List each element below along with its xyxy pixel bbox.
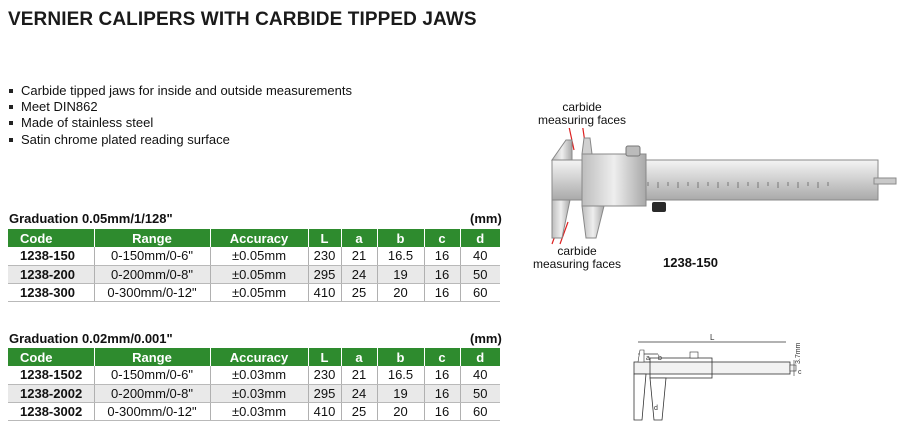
col-header: L (308, 348, 341, 366)
cell-L: 295 (308, 265, 341, 283)
diagram-lock-screw (690, 352, 698, 358)
cell-L: 230 (308, 247, 341, 265)
cell-code: 1238-200 (8, 265, 94, 283)
feature-list (9, 83, 352, 148)
depth-rod (874, 178, 896, 184)
cell-b: 19 (377, 265, 424, 283)
cell-c: 16 (424, 402, 460, 420)
callout-top-line2: measuring faces (538, 113, 627, 127)
table-row (8, 402, 500, 420)
cell-accuracy: ±0.03mm (210, 384, 308, 402)
graduation-label-1: Graduation 0.05mm/1/128" (9, 211, 173, 226)
col-header: Code (8, 229, 94, 247)
spec-table-2 (8, 348, 500, 421)
callout-bottom-line1: carbide (557, 244, 597, 258)
dimension-diagram (630, 332, 810, 432)
dim-label-a: a (646, 355, 650, 362)
cell-code: 1238-3002 (8, 402, 94, 420)
cell-range: 0-200mm/0-8" (94, 384, 210, 402)
spec-table-1 (8, 229, 500, 302)
cell-c: 16 (424, 384, 460, 402)
callout-bottom (533, 245, 621, 271)
col-header: Accuracy (210, 229, 308, 247)
cell-d: 60 (460, 283, 500, 301)
dim-label-b: b (658, 355, 662, 362)
diagram-depth-rod (790, 365, 796, 371)
col-header: d (460, 229, 500, 247)
cell-b: 20 (377, 402, 424, 420)
col-header: d (460, 348, 500, 366)
caliper-photo (548, 128, 900, 248)
col-header: c (424, 348, 460, 366)
cell-b: 19 (377, 384, 424, 402)
sliding-lower-jaw (582, 206, 604, 238)
diagram-inside-jaw (638, 350, 644, 362)
cell-c: 16 (424, 247, 460, 265)
cell-d: 50 (460, 265, 500, 283)
cell-b: 16.5 (377, 247, 424, 265)
cell-a: 25 (341, 283, 377, 301)
thumb-roller (652, 202, 666, 212)
table-row (8, 384, 500, 402)
diagram-sliding-jaw (650, 378, 666, 420)
fixed-lower-jaw (552, 200, 570, 238)
table-row (8, 366, 500, 384)
col-header: b (377, 229, 424, 247)
sliding-jaw-body (582, 154, 646, 206)
cell-range: 0-150mm/0-6" (94, 366, 210, 384)
graduation-label-2: Graduation 0.02mm/0.001" (9, 331, 173, 346)
cell-range: 0-150mm/0-6" (94, 247, 210, 265)
diagram-fixed-jaw (634, 374, 646, 420)
cell-d: 40 (460, 366, 500, 384)
dim-label-L: L (710, 333, 715, 342)
sliding-upper-jaw (582, 138, 592, 154)
cell-c: 16 (424, 366, 460, 384)
cell-d: 60 (460, 402, 500, 420)
callout-top-line1: carbide (562, 100, 602, 114)
cell-a: 25 (341, 402, 377, 420)
cell-accuracy: ±0.03mm (210, 366, 308, 384)
feature-item: Carbide tipped jaws for inside and outside measurements (9, 83, 352, 99)
col-header: L (308, 229, 341, 247)
cell-d: 50 (460, 384, 500, 402)
unit-label-2: (mm) (470, 331, 502, 346)
model-label: 1238-150 (663, 255, 718, 270)
table-row (8, 283, 500, 301)
cell-a: 21 (341, 366, 377, 384)
cell-range: 0-300mm/0-12" (94, 402, 210, 420)
cell-accuracy: ±0.05mm (210, 283, 308, 301)
col-header: a (341, 229, 377, 247)
cell-d: 40 (460, 247, 500, 265)
feature-item: Satin chrome plated reading surface (9, 132, 352, 148)
cell-c: 16 (424, 265, 460, 283)
cell-range: 0-200mm/0-8" (94, 265, 210, 283)
cell-range: 0-300mm/0-12" (94, 283, 210, 301)
col-header: a (341, 348, 377, 366)
cell-code: 1238-1502 (8, 366, 94, 384)
col-header: Range (94, 348, 210, 366)
cell-accuracy: ±0.05mm (210, 265, 308, 283)
cell-code: 1238-150 (8, 247, 94, 265)
table-header-row (8, 348, 500, 366)
table-row (8, 265, 500, 283)
dim-label-c: c (798, 369, 802, 376)
fixed-upper-jaw (552, 140, 572, 160)
cell-b: 16.5 (377, 366, 424, 384)
cell-accuracy: ±0.05mm (210, 247, 308, 265)
col-header: c (424, 229, 460, 247)
dim-label-d: d (654, 405, 658, 412)
cell-a: 24 (341, 384, 377, 402)
table-header-row (8, 229, 500, 247)
cell-L: 410 (308, 402, 341, 420)
page-title: VERNIER CALIPERS WITH CARBIDE TIPPED JAWS (8, 9, 477, 30)
cell-code: 1238-300 (8, 283, 94, 301)
dim-label-thickness: 3.7mm (795, 342, 802, 364)
table-row (8, 247, 500, 265)
feature-item: Made of stainless steel (9, 115, 352, 131)
cell-L: 230 (308, 366, 341, 384)
callout-top (538, 101, 626, 127)
cell-L: 295 (308, 384, 341, 402)
cell-b: 20 (377, 283, 424, 301)
callout-bottom-line2: measuring faces (533, 257, 622, 271)
cell-accuracy: ±0.03mm (210, 402, 308, 420)
col-header: Range (94, 229, 210, 247)
col-header: Code (8, 348, 94, 366)
feature-item: Meet DIN862 (9, 99, 352, 115)
col-header: Accuracy (210, 348, 308, 366)
cell-c: 16 (424, 283, 460, 301)
cell-L: 410 (308, 283, 341, 301)
col-header: b (377, 348, 424, 366)
cell-a: 24 (341, 265, 377, 283)
lock-screw (626, 146, 640, 156)
unit-label-1: (mm) (470, 211, 502, 226)
cell-code: 1238-2002 (8, 384, 94, 402)
cell-a: 21 (341, 247, 377, 265)
